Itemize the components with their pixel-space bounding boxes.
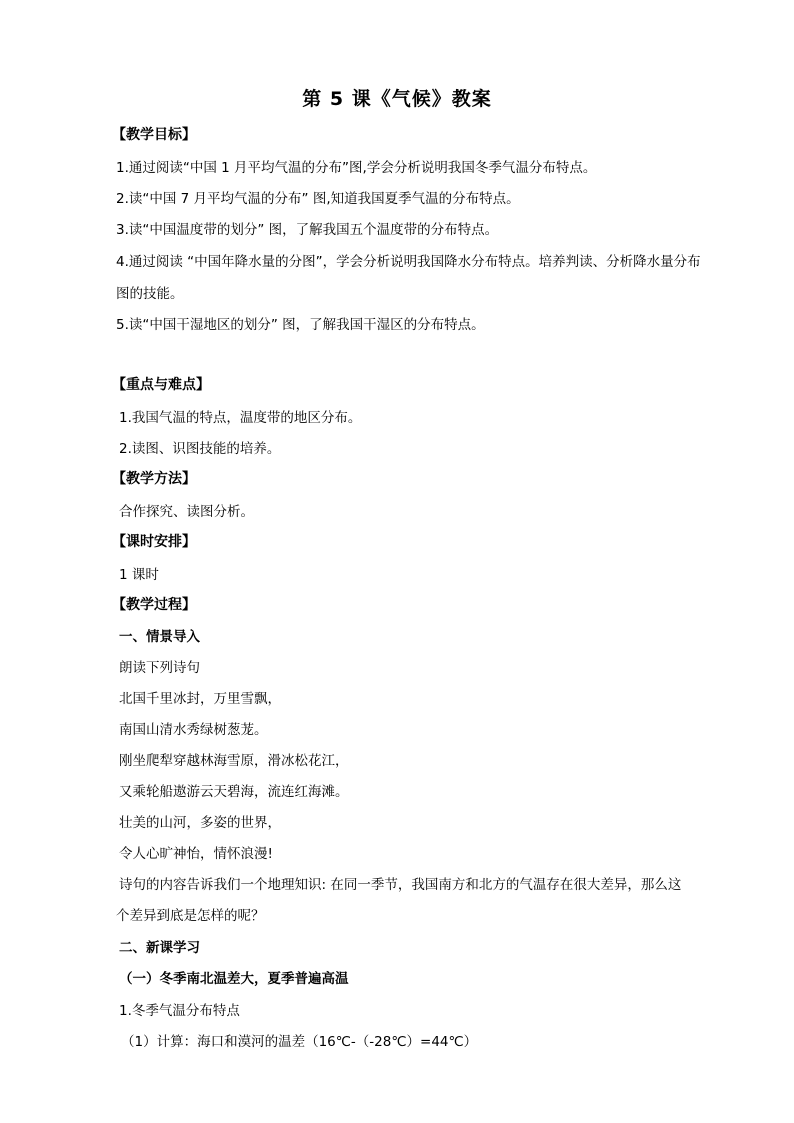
poem-line-6: 壮美的山河，多姿的世界， bbox=[119, 815, 281, 831]
process-heading: 【教学过程】 bbox=[112, 597, 196, 613]
schedule-heading: 【课时安排】 bbox=[112, 534, 196, 550]
key-item-1: 1.我国气温的特点，温度带的地区分布。 bbox=[119, 410, 362, 426]
poem-line-1: 朗读下列诗句 bbox=[119, 660, 200, 676]
poem-line-7: 令人心旷神怡，情怀浪漫! bbox=[119, 846, 273, 862]
point-1: 1.冬季气温分布特点 bbox=[119, 1003, 240, 1019]
goal-item-4: 4.通过阅读 “中国年降水量的分图”，学会分析说明我国降水分布特点。培养判读、分析降水量分布 bbox=[116, 254, 701, 270]
process-part2: 二、新课学习 bbox=[119, 940, 200, 956]
goal-item-2: 2.读“中国 7 月平均气温的分布” 图,知道我国夏季气温的分布特点。 bbox=[116, 191, 520, 207]
schedule-text: 1 课时 bbox=[119, 567, 159, 583]
subsection-1: （一）冬季南北温差大，夏季普遍高温 bbox=[119, 971, 349, 987]
poem-line-2: 北国千里冰封，万里雪飘， bbox=[119, 691, 281, 707]
goal-item-1: 1.通过阅读“中国 1 月平均气温的分布”图,学会分析说明我国冬季气温分布特点。 bbox=[116, 160, 597, 176]
goal-item-4-cont: 图的技能。 bbox=[116, 286, 184, 302]
calc-line: （1）计算：海口和漠河的温差（16℃-（-28℃）=44℃） bbox=[121, 1034, 478, 1050]
paragraph-line-1: 诗句的内容告诉我们一个地理知识: 在同一季节，我国南方和北方的气温存在很大差异，那么这 bbox=[119, 877, 682, 893]
poem-line-4: 刚坐爬犁穿越林海雪原，滑冰松花江， bbox=[119, 753, 349, 769]
process-part1: 一、情景导入 bbox=[119, 629, 200, 645]
poem-line-3: 南国山清水秀绿树葱茏。 bbox=[119, 722, 268, 738]
key-item-2: 2.读图、识图技能的培养。 bbox=[119, 441, 281, 457]
paragraph-line-2: 个差异到底是怎样的呢？ bbox=[116, 908, 265, 924]
page-title: 第 5 课《气候》教案 bbox=[302, 88, 492, 110]
goals-heading: 【教学目标】 bbox=[112, 127, 196, 143]
goal-item-3: 3.读“中国温度带的划分” 图，了解我国五个温度带的分布特点。 bbox=[116, 222, 499, 238]
method-text: 合作探究、读图分析。 bbox=[119, 504, 254, 520]
method-heading: 【教学方法】 bbox=[112, 471, 196, 487]
goal-item-5: 5.读“中国干湿地区的划分” 图，了解我国干湿区的分布特点。 bbox=[116, 317, 485, 333]
key-heading: 【重点与难点】 bbox=[112, 377, 210, 393]
poem-line-5: 又乘轮船遨游云天碧海，流连红海滩。 bbox=[119, 784, 349, 800]
